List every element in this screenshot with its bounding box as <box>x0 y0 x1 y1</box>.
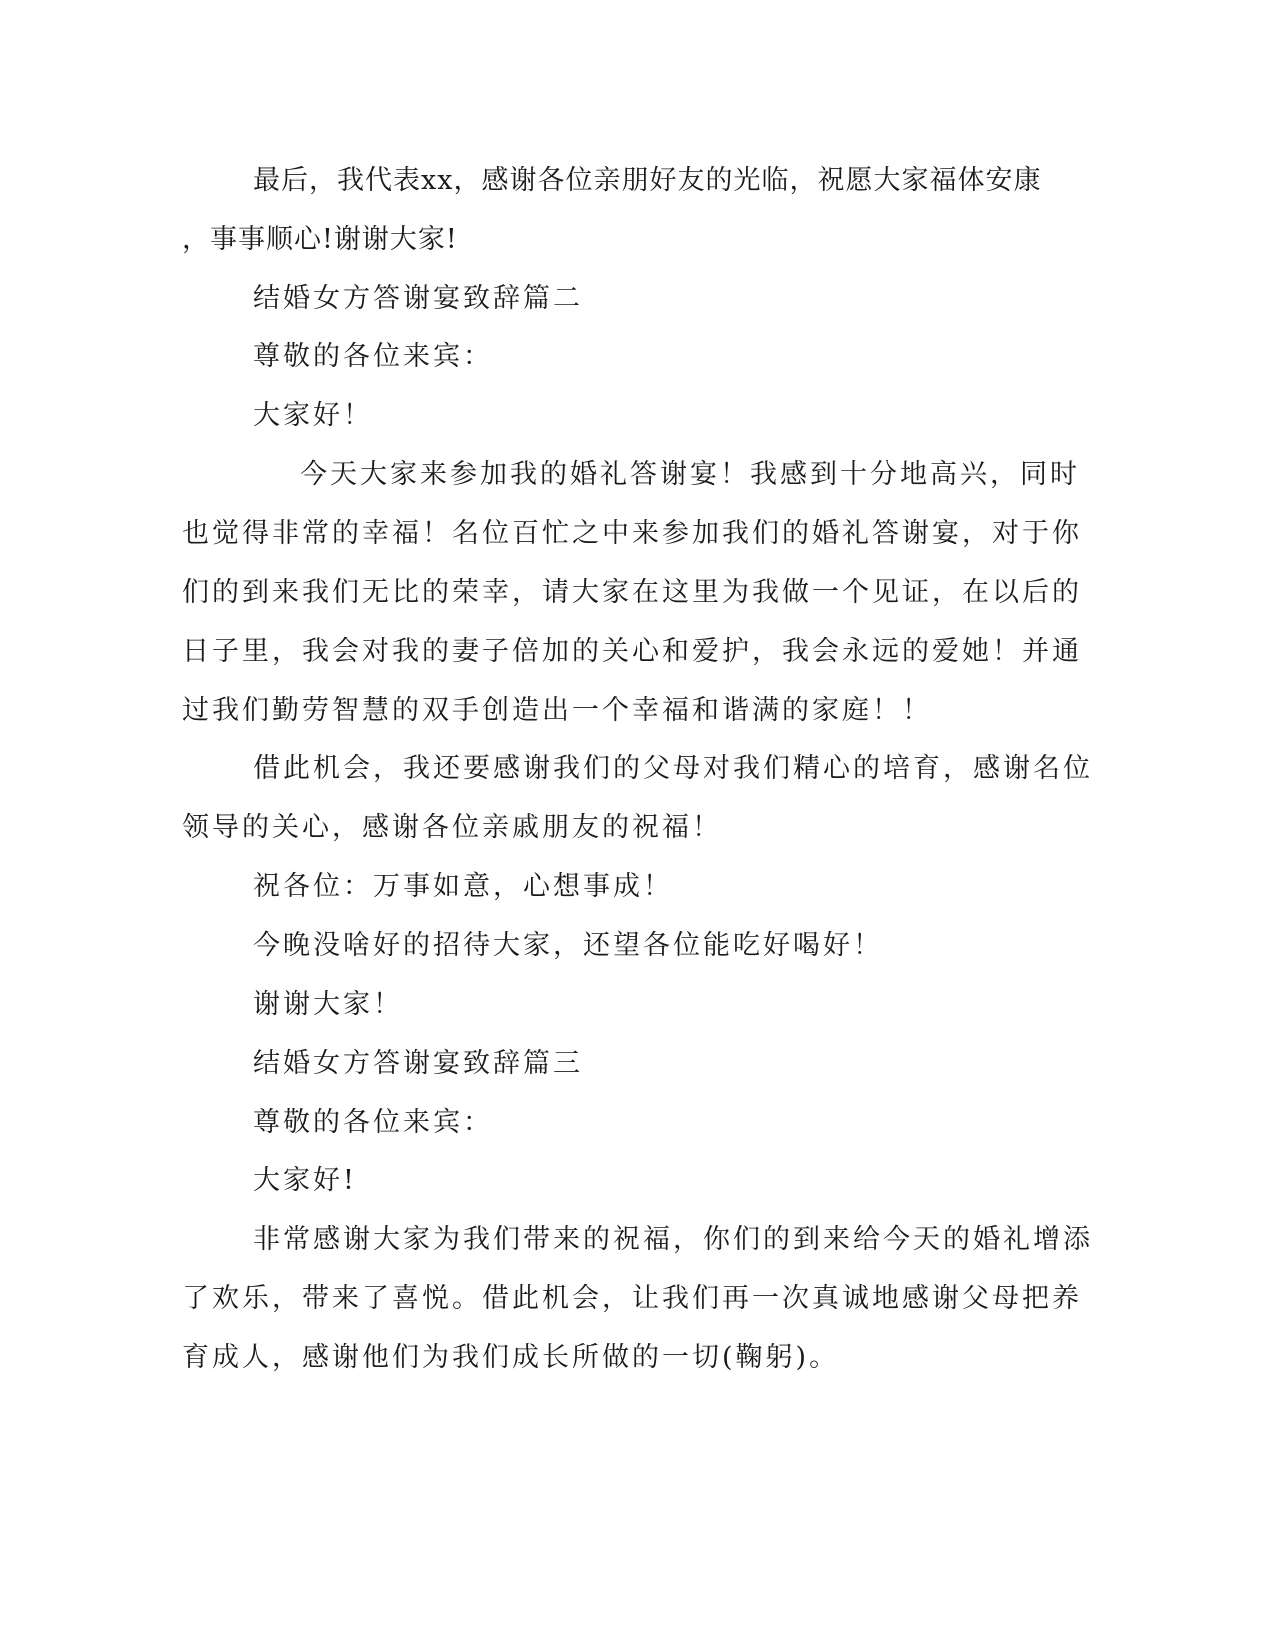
paragraph-line: 今晚没啥好的招待大家，还望各位能吃好喝好！ <box>253 930 883 961</box>
paragraph-line: 今天大家来参加我的婚礼答谢宴！我感到十分地高兴，同时 <box>300 459 1080 490</box>
salutation: 尊敬的各位来宾： <box>253 1107 493 1138</box>
paragraph-line: 最后，我代表xx，感谢各位亲朋好友的光临，祝愿大家福体安康 <box>253 165 1042 196</box>
section-heading: 结婚女方答谢宴致辞篇二 <box>253 283 583 314</box>
salutation: 尊敬的各位来宾： <box>253 341 493 372</box>
paragraph-line: 也觉得非常的幸福！名位百忙之中来参加我们的婚礼答谢宴，对于你 <box>182 518 1082 549</box>
greeting: 大家好! <box>253 1165 357 1196</box>
paragraph-line: ，事事顺心!谢谢大家! <box>182 224 458 255</box>
paragraph-line: 借此机会，我还要感谢我们的父母对我们精心的培育，感谢名位 <box>253 753 1093 784</box>
paragraph-line: 日子里，我会对我的妻子倍加的关心和爱护，我会永远的爱她！并通 <box>182 636 1082 667</box>
paragraph-line: 非常感谢大家为我们带来的祝福，你们的到来给今天的婚礼增添 <box>253 1224 1093 1255</box>
paragraph-line: 育成人，感谢他们为我们成长所做的一切(鞠躬)。 <box>182 1342 840 1373</box>
paragraph-line: 领导的关心，感谢各位亲戚朋友的祝福！ <box>182 812 722 843</box>
paragraph-line: 祝各位：万事如意，心想事成！ <box>253 871 673 902</box>
paragraph-line: 了欢乐，带来了喜悦。借此机会，让我们再一次真诚地感谢父母把养 <box>182 1283 1082 1314</box>
paragraph-line: 们的到来我们无比的荣幸，请大家在这里为我做一个见证，在以后的 <box>182 577 1082 608</box>
greeting: 大家好！ <box>253 400 373 431</box>
section-heading: 结婚女方答谢宴致辞篇三 <box>253 1048 583 1079</box>
paragraph-line: 过我们勤劳智慧的双手创造出一个幸福和谐满的家庭！！ <box>182 695 932 726</box>
paragraph-line: 谢谢大家！ <box>253 989 403 1020</box>
